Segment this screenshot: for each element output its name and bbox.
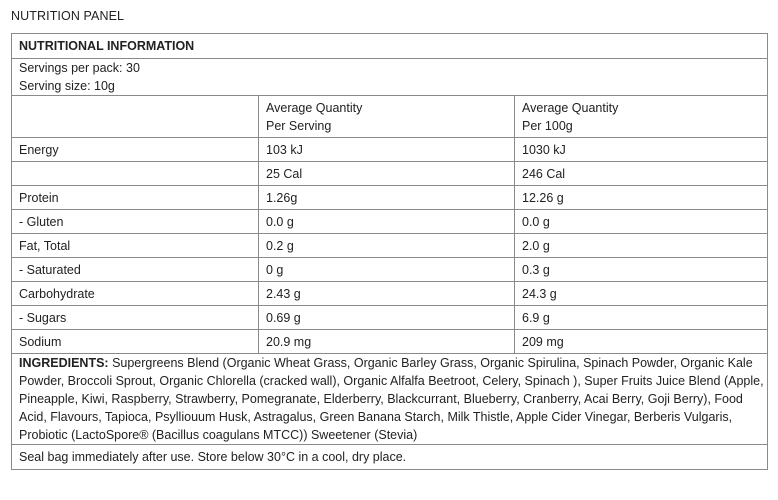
per-serving-value: 103 kJ: [259, 138, 515, 162]
per-100g-value: 0.3 g: [515, 258, 768, 282]
table-row-energy-cal: [12, 162, 768, 186]
per-serving-value: 0.2 g: [259, 234, 515, 258]
per-100g-value: 2.0 g: [515, 234, 768, 258]
nutrient-label: Protein: [12, 186, 259, 210]
table-title-row: [12, 34, 768, 59]
ingredients-label: INGREDIENTS:: [19, 356, 109, 370]
table-row-fat-total: [12, 234, 768, 258]
per-serving-value: 1.26g: [259, 186, 515, 210]
table-row-sodium: [12, 330, 768, 354]
per-serving-value: 25 Cal: [259, 162, 515, 186]
per-serving-value: 0 g: [259, 258, 515, 282]
table-row-energy-kj: [12, 138, 768, 162]
per-100g-value: 209 mg: [515, 330, 768, 354]
column-header-per-100g: [515, 96, 768, 138]
ingredients-cell: [12, 354, 768, 445]
ingredients-text: Supergreens Blend (Organic Wheat Grass, Organic Barley Grass, Organic Spirulina, Spinach Powder, Organic Kale Powder, Broccoli Sprout, Organic Chlorella (cracked wall), Organic Alfalfa Beetroot, Celery, Spinach ), Super Fruits Juice Blend (Apple, Pineapple, Kiwi, Raspberry, Strawberry, Pomegranate, Elderberry, Blackcurrant, Blueberry, Cranberry, Acai Berry, Goji Berry), Food Acid, Flavours, Tapioca, Psylliouum Husk, Astragalus, Green Banana Starch, Milk Thistle, Apple Cider Vinegar, Berberis Vulgaris, Probiotic (LactoSpore® (Bacillus coagulans MTCC)) Sweetener (Stevia): [19, 356, 764, 442]
header-per-serving-line1: Average Quantity: [266, 100, 363, 115]
table-row-gluten: [12, 210, 768, 234]
column-header-nutrient: [12, 96, 259, 138]
nutrient-label: [12, 162, 259, 186]
serving-size: Serving size: 10g: [19, 79, 115, 93]
serving-info-row: [12, 59, 768, 96]
table-row-sugars: [12, 306, 768, 330]
nutrient-label: Energy: [12, 138, 259, 162]
header-per-100g-line1: Average Quantity: [522, 100, 619, 115]
per-serving-value: 2.43 g: [259, 282, 515, 306]
per-100g-value: 0.0 g: [515, 210, 768, 234]
per-100g-value: 246 Cal: [515, 162, 768, 186]
nutrient-label: - Saturated: [12, 258, 259, 282]
header-per-100g-line2: Per 100g: [522, 118, 573, 133]
nutrient-label: - Sugars: [12, 306, 259, 330]
table-title: NUTRITIONAL INFORMATION: [12, 34, 768, 59]
per-serving-value: 0.69 g: [259, 306, 515, 330]
per-100g-value: 24.3 g: [515, 282, 768, 306]
table-row-saturated: [12, 258, 768, 282]
per-100g-value: 1030 kJ: [515, 138, 768, 162]
nutrient-label: - Gluten: [12, 210, 259, 234]
table-row-protein: [12, 186, 768, 210]
nutrition-table: [11, 33, 768, 470]
ingredients-row: [12, 354, 768, 445]
nutrient-label: Fat, Total: [12, 234, 259, 258]
header-per-serving-line2: Per Serving: [266, 118, 332, 133]
servings-per-pack: Servings per pack: 30: [19, 61, 140, 75]
per-serving-value: 20.9 mg: [259, 330, 515, 354]
table-row-carbohydrate: [12, 282, 768, 306]
panel-heading: NUTRITION PANEL: [11, 9, 125, 23]
nutrient-label: Sodium: [12, 330, 259, 354]
storage-row: [12, 445, 768, 470]
column-header-row: [12, 96, 768, 138]
storage-instructions: Seal bag immediately after use. Store below 30°C in a cool, dry place.: [12, 445, 768, 470]
serving-info: [12, 59, 768, 96]
nutrient-label: Carbohydrate: [12, 282, 259, 306]
column-header-per-serving: [259, 96, 515, 138]
per-serving-value: 0.0 g: [259, 210, 515, 234]
per-100g-value: 12.26 g: [515, 186, 768, 210]
per-100g-value: 6.9 g: [515, 306, 768, 330]
